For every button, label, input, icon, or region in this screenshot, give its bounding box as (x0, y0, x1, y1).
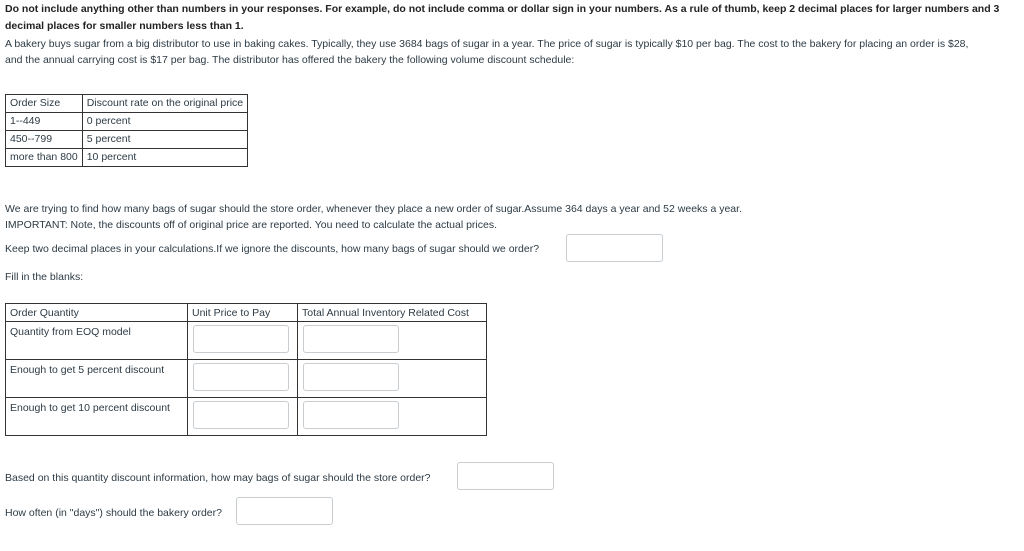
cell-order-size: more than 800 (6, 149, 83, 167)
row-label-10-percent: Enough to get 10 percent discount (6, 398, 188, 436)
table-row (6, 149, 248, 167)
row-label-eoq: Quantity from EOQ model (6, 322, 188, 360)
table-row (6, 322, 487, 360)
context-line-1: We are trying to find how many bags of sugar should the store order, whenever they place a new order of sugar.Assume 364 days a year and 52 weeks a year. (5, 203, 742, 215)
table-row (6, 113, 248, 131)
total-cost-input[interactable] (303, 363, 399, 391)
question-order-frequency: How often (in "days") should the bakery order? (5, 507, 222, 519)
instructions-line-1: Do not include anything other than numbers in your responses. For example, do not include comma or dollar sign in your numbers. As a rule of thumb, keep 2 decimal places for larger numbers and 3 (5, 3, 1000, 15)
order-quantity-input[interactable] (457, 462, 554, 490)
order-frequency-input[interactable] (236, 497, 333, 525)
cell-order-size: 450--799 (6, 131, 83, 149)
table-row (6, 360, 487, 398)
question-order-quantity: Based on this quantity discount information, how may bags of sugar should the store order? (5, 472, 431, 484)
problem-line-1: A bakery buys sugar from a big distributor to use in baking cakes. Typically, they use 3684 bags of sugar in a year. The price of sugar is typically $10 per bag. The cost to the bakery for placing an order is $28, (5, 38, 969, 50)
fill-label: Fill in the blanks: (5, 271, 84, 283)
header-order-size: Order Size (6, 95, 83, 113)
discount-schedule-table (5, 94, 248, 167)
cell-discount: 10 percent (82, 149, 247, 167)
unit-price-input[interactable] (193, 401, 289, 429)
total-cost-input[interactable] (303, 401, 399, 429)
header-total-cost: Total Annual Inventory Related Cost (298, 304, 487, 322)
cell-discount: 5 percent (82, 131, 247, 149)
header-order-quantity: Order Quantity (6, 304, 188, 322)
header-unit-price: Unit Price to Pay (188, 304, 298, 322)
table-row (6, 131, 248, 149)
table-header-row (6, 304, 487, 322)
cell-order-size: 1--449 (6, 113, 83, 131)
cell-discount: 0 percent (82, 113, 247, 131)
table-header-row (6, 95, 248, 113)
table-row (6, 398, 487, 436)
header-discount-rate: Discount rate on the original price (82, 95, 247, 113)
total-cost-input[interactable] (303, 325, 399, 353)
unit-price-input[interactable] (193, 363, 289, 391)
context-line-2: IMPORTANT: Note, the discounts off of original price are reported. You need to calculate the actual prices. (5, 219, 498, 231)
fill-in-table (5, 303, 487, 436)
question-eoq: Keep two decimal places in your calculations.If we ignore the discounts, how many bags of sugar should we order? (5, 243, 540, 255)
instructions-line-2: decimal places for smaller numbers less than 1. (5, 20, 244, 32)
row-label-5-percent: Enough to get 5 percent discount (6, 360, 188, 398)
eoq-answer-input[interactable] (566, 234, 663, 262)
problem-line-2: and the annual carrying cost is $17 per bag. The distributor has offered the bakery the following volume discount schedule: (5, 54, 575, 66)
unit-price-input[interactable] (193, 325, 289, 353)
